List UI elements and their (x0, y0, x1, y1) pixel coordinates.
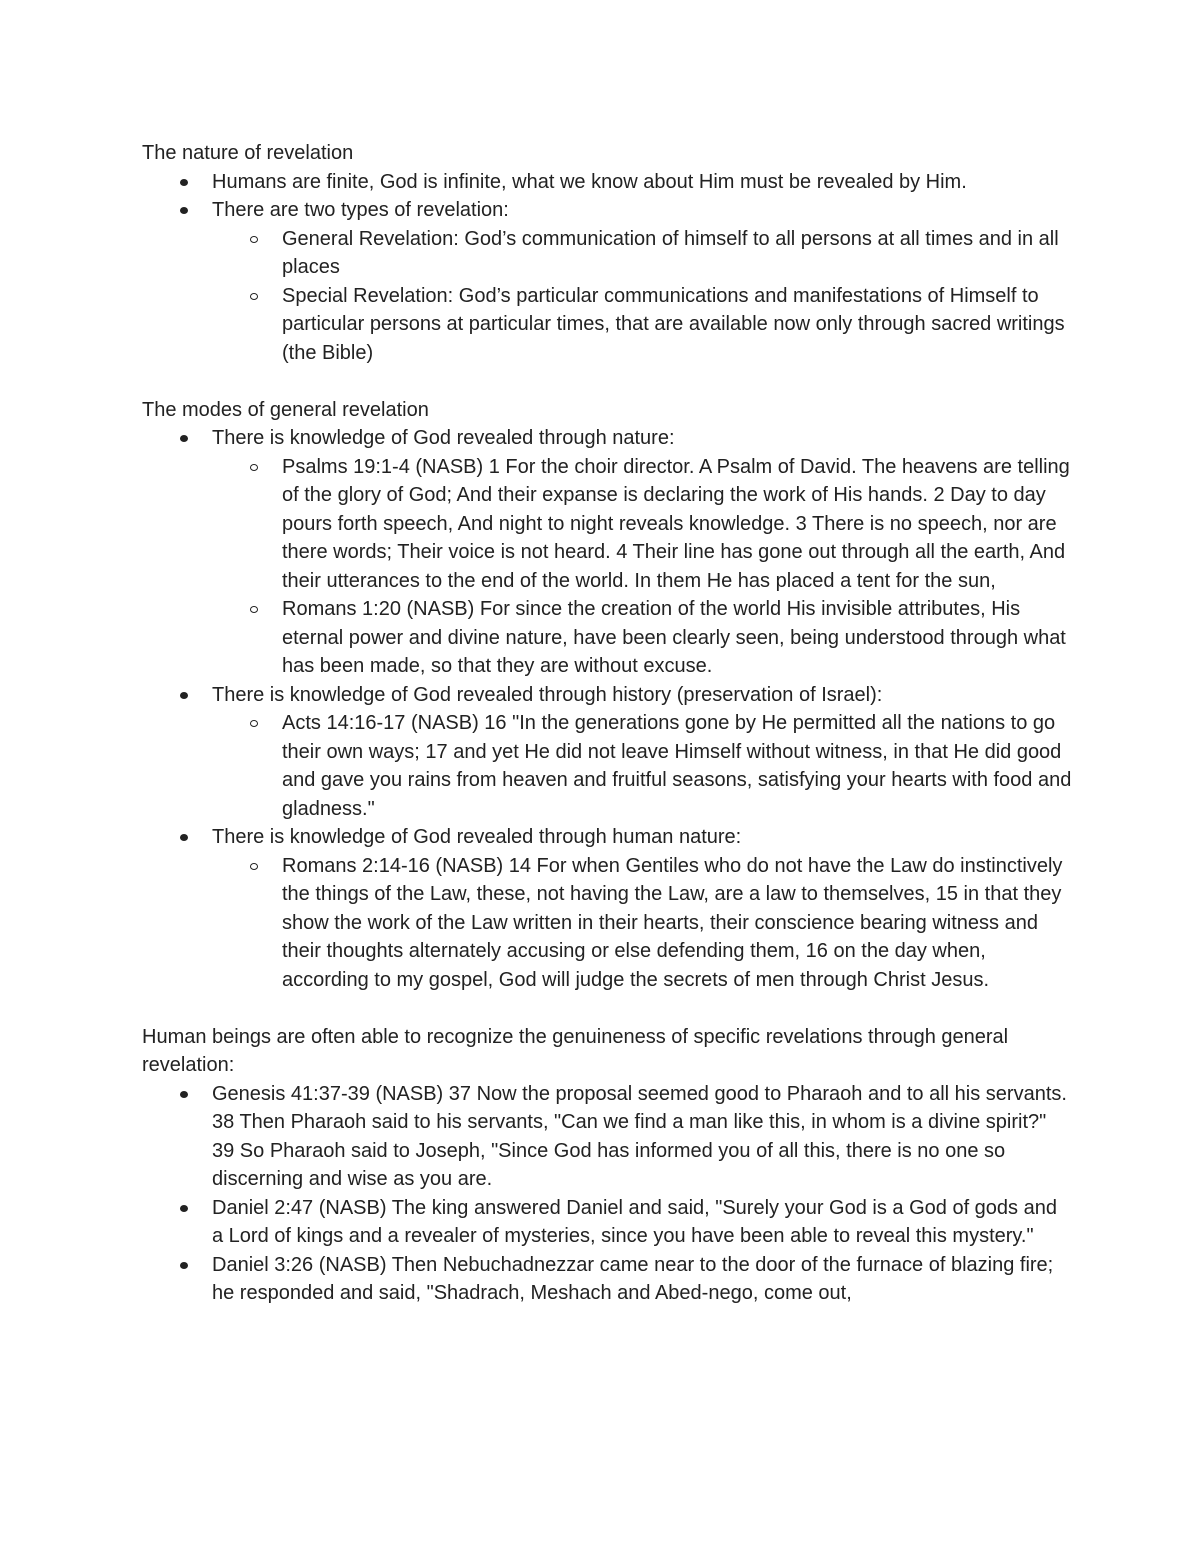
bullet-icon (180, 1091, 188, 1098)
sub-list-item (212, 852, 1072, 995)
list-item (142, 196, 1072, 367)
bullet-icon (180, 692, 188, 699)
section-heading: The modes of general revelation (142, 398, 429, 421)
sub-list-item-text: Special Revelation: God’s particular communications and manifestations of Himself to particular persons at particular times, that are available now only through sacred writings (the Bible) (282, 284, 1065, 364)
sub-bullet-list (212, 453, 1072, 681)
section-heading: Human beings are often able to recognize the genuineness of specific revelations through general revelation: (142, 1025, 1009, 1076)
sub-list-item (212, 225, 1072, 282)
sub-list-item (212, 282, 1072, 368)
list-item-text: Daniel 2:47 (NASB) The king answered Daniel and said, "Surely your God is a God of gods and a Lord of kings and a revealer of mysteries, since you have been able to reveal this mystery." (212, 1196, 1057, 1247)
list-item (142, 1251, 1072, 1308)
section-spacer (142, 994, 1072, 1023)
list-item-text: Genesis 41:37-39 (NASB) 37 Now the proposal seemed good to Pharaoh and to all his servants. 38 Then Pharaoh said to his servants, "Can we find a man like this, in whom is a divine spirit?" 39 So Pharaoh said to Joseph, "Since God has informed you of all this, there is no one so discerning and wise as you are. (212, 1082, 1067, 1190)
bullet-icon (180, 207, 188, 214)
bullet-icon (180, 1205, 188, 1212)
circle-bullet-icon (250, 293, 258, 300)
bullet-icon (180, 179, 188, 186)
bullet-icon (180, 1262, 188, 1269)
list-item (142, 823, 1072, 994)
sub-bullet-list (212, 852, 1072, 995)
list-item (142, 1080, 1072, 1194)
circle-bullet-icon (250, 720, 258, 727)
sub-list-item (212, 453, 1072, 596)
list-item (142, 424, 1072, 681)
list-item-text: There is knowledge of God revealed through nature: (212, 427, 675, 449)
circle-bullet-icon (250, 236, 258, 243)
bullet-icon (180, 435, 188, 442)
circle-bullet-icon (250, 464, 258, 471)
circle-bullet-icon (250, 606, 258, 613)
list-item-text: There are two types of revelation: (212, 199, 509, 221)
bullet-list (142, 424, 1072, 994)
bullet-icon (180, 834, 188, 841)
list-item-text: There is knowledge of God revealed through history (preservation of Israel): (212, 683, 883, 706)
sub-list-item (212, 709, 1072, 823)
list-item-text: There is knowledge of God revealed through human nature: (212, 826, 742, 848)
document-body (142, 139, 1072, 1308)
section-spacer (142, 367, 1072, 396)
sub-list-item-text: Romans 2:14-16 (NASB) 14 For when Gentiles who do not have the Law do instinctively the things of the Law, these, not having the Law, are a law to themselves, 15 in that they show the work of the Law written in their hearts, their conscience bearing witness and their thoughts alternately accusing or else defending them, 16 on the day when, according to my gospel, God will judge the secrets of men through Christ Jesus. (282, 854, 1063, 991)
list-item (142, 1194, 1072, 1251)
sub-list-item-text: Romans 1:20 (NASB) For since the creation of the world His invisible attributes, His eternal power and divine nature, have been clearly seen, being understood through what has been made, so that they are without excuse. (282, 598, 1066, 677)
list-item (142, 168, 1072, 197)
sub-bullet-list (212, 709, 1072, 823)
list-item-text: Daniel 3:26 (NASB) Then Nebuchadnezzar came near to the door of the furnace of blazing fire; he responded and said, "Shadrach, Meshach and Abed-nego, come out, (212, 1253, 1054, 1304)
sub-list-item (212, 595, 1072, 681)
bullet-list (142, 168, 1072, 368)
list-item (142, 681, 1072, 824)
sub-list-item-text: Acts 14:16-17 (NASB) 16 "In the generations gone by He permitted all the nations to go their own ways; 17 and yet He did not leave Himself without witness, in that He did good and gave you rains from heaven and fruitful seasons, satisfying your hearts with food and gladness." (282, 712, 1072, 820)
bullet-list (142, 1080, 1072, 1308)
section-heading: The nature of revelation (142, 142, 354, 164)
sub-list-item-text: Psalms 19:1-4 (NASB) 1 For the choir director. A Psalm of David. The heavens are telling of the glory of God; And their expanse is declaring the work of His hands. 2 Day to day pours forth speech, And night to night reveals knowledge. 3 There is no speech, nor are there words; Their voice is not heard. 4 Their line has gone out through all the earth, And their utterances to the end of the world. In them He has placed a tent for the sun, (282, 455, 1070, 592)
list-item-text: Humans are finite, God is infinite, what we know about Him must be revealed by Him. (212, 170, 967, 193)
circle-bullet-icon (250, 863, 258, 870)
sub-list-item-text: General Revelation: God’s communication of himself to all persons at all times and in all places (282, 227, 1059, 278)
sub-bullet-list (212, 225, 1072, 368)
